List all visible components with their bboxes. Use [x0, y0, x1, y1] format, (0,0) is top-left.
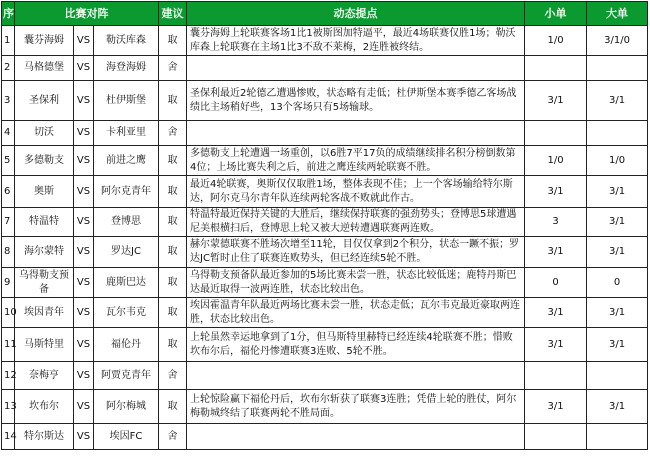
cell-vs: VS — [74, 237, 94, 268]
match-table — [1, 1, 648, 450]
cell-note: 乌得勒支预备队最近参加的5场比赛未尝一胜，状态比较低迷；鹿特丹斯巴达最近取得一波两连胜，状态比较出色。 — [187, 268, 525, 298]
cell-suggestion: 取 — [159, 237, 187, 268]
cell-note: 特温特最近保持关键的大胜后，继续保持联赛的强劲势头；登博思5球遭遇尼美根横扫后，登博思上轮又被大逆转遭遇联赛两连败。 — [187, 208, 525, 237]
cell-suggestion: 取 — [159, 268, 187, 298]
table-row — [2, 176, 648, 208]
cell-big-bet: 3/1 — [587, 390, 648, 424]
header-notes: 动态提点 — [187, 2, 525, 26]
cell-away-team: 埃因FC — [94, 424, 159, 450]
table-row — [2, 208, 648, 237]
cell-note: 囊芬海姆上轮联赛客场1比1被斯图加特逼平，最近4场联赛仅胜1场；勒沃库森上轮联赛在主场1比3不敌不莱梅，2连胜被终结。 — [187, 26, 525, 56]
cell-suggestion: 取 — [159, 176, 187, 208]
cell-note: 圣保利最近2轮德乙遭遇惨败，状态略有走低；杜伊斯堡本赛季德乙客场战绩比主场稍好些，13个客场只有5场输球。 — [187, 81, 525, 121]
cell-away-team: 海登海姆 — [94, 56, 159, 81]
cell-idx: 2 — [2, 56, 15, 81]
cell-away-team: 卡利亚里 — [94, 121, 159, 146]
cell-vs: VS — [74, 362, 94, 390]
cell-note: 上轮虽然幸运地拿到了1分，但马斯特里赫特已经连续4轮联赛不胜；惜败坎布尔后，福伦丹惨遭联赛3连败、5轮不胜。 — [187, 328, 525, 362]
cell-away-team: 罗达JC — [94, 237, 159, 268]
table-row — [2, 328, 648, 362]
cell-home-team: 奈梅亨 — [15, 362, 74, 390]
cell-big-bet — [587, 121, 648, 146]
table-row — [2, 56, 648, 81]
cell-big-bet: 1/0 — [587, 146, 648, 176]
cell-big-bet: 3/1/0 — [587, 26, 648, 56]
cell-home-team: 多德勒支 — [15, 146, 74, 176]
cell-idx: 6 — [2, 176, 15, 208]
cell-home-team: 切沃 — [15, 121, 74, 146]
cell-small-bet: 3/1 — [525, 81, 587, 121]
cell-small-bet — [525, 56, 587, 81]
cell-home-team: 乌得勒支预备 — [15, 268, 74, 298]
cell-away-team: 杜伊斯堡 — [94, 81, 159, 121]
cell-big-bet: 0 — [587, 268, 648, 298]
cell-idx: 3 — [2, 81, 15, 121]
cell-suggestion: 取 — [159, 146, 187, 176]
cell-suggestion: 取 — [159, 390, 187, 424]
cell-home-team: 特尔斯达 — [15, 424, 74, 450]
cell-big-bet: 3/1 — [587, 298, 648, 328]
cell-suggestion: 取 — [159, 81, 187, 121]
cell-big-bet — [587, 362, 648, 390]
cell-note: 上轮惊险赢下福伦丹后，坎布尔斩获了联赛3连胜；凭借上轮的胜仗，阿尔梅勒城终结了联赛两轮不胜局面。 — [187, 390, 525, 424]
cell-home-team: 奥斯 — [15, 176, 74, 208]
cell-idx: 9 — [2, 268, 15, 298]
table-body — [2, 26, 648, 450]
cell-vs: VS — [74, 176, 94, 208]
header-row — [2, 2, 648, 26]
cell-suggestion: 取 — [159, 26, 187, 56]
cell-small-bet: 1/0 — [525, 26, 587, 56]
cell-small-bet: 3/1 — [525, 176, 587, 208]
cell-suggestion: 舍 — [159, 424, 187, 450]
cell-vs: VS — [74, 146, 94, 176]
cell-note: 埃因霍温青年队最近两场比赛未尝一胜，状态走低；瓦尔韦克最近豪取两连胜，状态比较出色。 — [187, 298, 525, 328]
lottery-analysis-sheet — [1, 1, 648, 450]
table-row — [2, 390, 648, 424]
cell-suggestion: 舍 — [159, 362, 187, 390]
cell-away-team: 阿贾克青年 — [94, 362, 159, 390]
cell-note: 赫尔蒙德联赛不胜场次增至11轮，目仅仅拿到2个积分，状态一蹶不振；罗达JC暂时止住了联赛连败势头，但已经连续5轮不胜。 — [187, 237, 525, 268]
cell-small-bet: 3/1 — [525, 237, 587, 268]
cell-idx: 10 — [2, 298, 15, 328]
cell-note — [187, 424, 525, 450]
cell-away-team: 前进之鹰 — [94, 146, 159, 176]
table-row — [2, 237, 648, 268]
cell-big-bet: 3/1 — [587, 208, 648, 237]
cell-away-team: 鹿斯巴达 — [94, 268, 159, 298]
cell-small-bet: 3/1 — [525, 390, 587, 424]
cell-suggestion: 取 — [159, 328, 187, 362]
cell-note — [187, 56, 525, 81]
header-small: 小单 — [525, 2, 587, 26]
table-row — [2, 146, 648, 176]
cell-away-team: 勒沃库森 — [94, 26, 159, 56]
cell-home-team: 海尔蒙特 — [15, 237, 74, 268]
cell-suggestion: 取 — [159, 298, 187, 328]
cell-vs: VS — [74, 81, 94, 121]
cell-idx: 7 — [2, 208, 15, 237]
cell-vs: VS — [74, 298, 94, 328]
cell-vs: VS — [74, 26, 94, 56]
cell-vs: VS — [74, 208, 94, 237]
header-idx: 序 — [2, 2, 15, 26]
cell-vs: VS — [74, 424, 94, 450]
cell-away-team: 阿尔梅城 — [94, 390, 159, 424]
cell-home-team: 囊芬海姆 — [15, 26, 74, 56]
cell-small-bet: 3/1 — [525, 328, 587, 362]
cell-suggestion: 舍 — [159, 56, 187, 81]
cell-idx: 14 — [2, 424, 15, 450]
cell-idx: 1 — [2, 26, 15, 56]
cell-idx: 5 — [2, 146, 15, 176]
cell-home-team: 圣保利 — [15, 81, 74, 121]
cell-suggestion: 取 — [159, 208, 187, 237]
cell-small-bet: 0 — [525, 268, 587, 298]
cell-vs: VS — [74, 268, 94, 298]
table-row — [2, 121, 648, 146]
cell-idx: 4 — [2, 121, 15, 146]
cell-home-team: 马格德堡 — [15, 56, 74, 81]
cell-small-bet: 1/0 — [525, 146, 587, 176]
cell-away-team: 阿尔克青年 — [94, 176, 159, 208]
cell-note — [187, 121, 525, 146]
table-row — [2, 298, 648, 328]
table-row — [2, 81, 648, 121]
cell-small-bet — [525, 424, 587, 450]
cell-away-team: 登博思 — [94, 208, 159, 237]
cell-idx: 11 — [2, 328, 15, 362]
cell-away-team: 瓦尔韦克 — [94, 298, 159, 328]
cell-big-bet — [587, 424, 648, 450]
cell-big-bet: 3/1 — [587, 176, 648, 208]
cell-small-bet: 3/1 — [525, 298, 587, 328]
cell-home-team: 马斯特里 — [15, 328, 74, 362]
table-row — [2, 268, 648, 298]
cell-idx: 8 — [2, 237, 15, 268]
cell-home-team: 坎布尔 — [15, 390, 74, 424]
cell-vs: VS — [74, 328, 94, 362]
cell-suggestion: 舍 — [159, 121, 187, 146]
table-row — [2, 26, 648, 56]
cell-idx: 12 — [2, 362, 15, 390]
cell-home-team: 埃因青年 — [15, 298, 74, 328]
header-suggestion: 建议 — [159, 2, 187, 26]
header-matchup: 比赛对阵 — [15, 2, 159, 26]
cell-big-bet — [587, 56, 648, 81]
cell-big-bet: 3/1 — [587, 237, 648, 268]
cell-small-bet — [525, 121, 587, 146]
cell-vs: VS — [74, 390, 94, 424]
cell-big-bet: 3/1 — [587, 328, 648, 362]
cell-note: 多德勒支上轮遭遇一场重创，以6胜7平17负的成绩继续排名积分榜倒数第4位；上场比赛失利之后，前进之鹰连续两轮联赛不胜。 — [187, 146, 525, 176]
cell-note: 最近4轮联赛，奥斯仅仅取胜1场，整体表现不佳；上一个客场输给特尔斯达，阿尔克马尔青年队连续两轮客战不败就此作古。 — [187, 176, 525, 208]
cell-away-team: 福伦丹 — [94, 328, 159, 362]
cell-vs: VS — [74, 121, 94, 146]
cell-note — [187, 362, 525, 390]
header-big: 大单 — [587, 2, 648, 26]
cell-vs: VS — [74, 56, 94, 81]
cell-home-team: 特温特 — [15, 208, 74, 237]
cell-big-bet: 3/1 — [587, 81, 648, 121]
cell-small-bet: 3 — [525, 208, 587, 237]
cell-small-bet — [525, 362, 587, 390]
table-row — [2, 362, 648, 390]
cell-idx: 13 — [2, 390, 15, 424]
table-row — [2, 424, 648, 450]
